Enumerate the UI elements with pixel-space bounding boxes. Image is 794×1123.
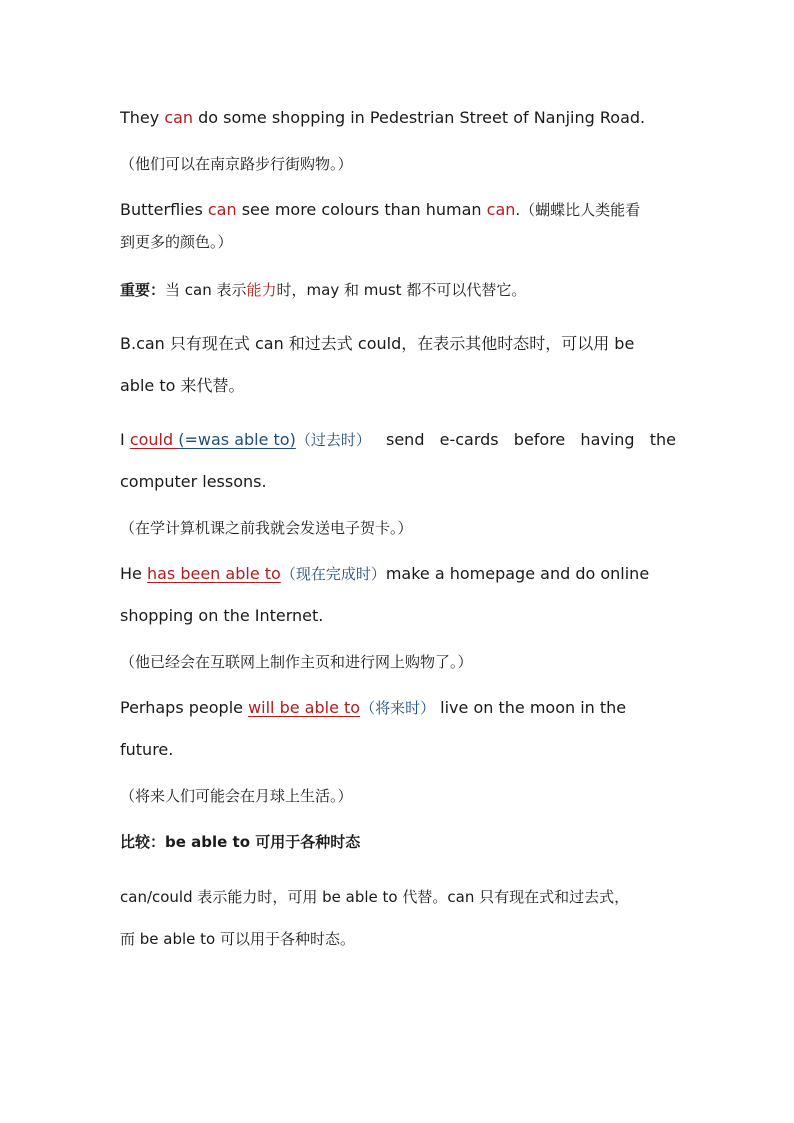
line-13: （他已经会在互联网上制作主页和进行网上购物了。） xyxy=(120,653,473,671)
text: 当 can 表示 xyxy=(165,281,247,299)
word: before xyxy=(513,430,566,449)
line-10: （在学计算机课之前我就会发送电子贺卡。） xyxy=(120,519,413,537)
line-12: shopping on the Internet. xyxy=(120,606,324,625)
line-2: （他们可以在南京路步行街购物。） xyxy=(120,155,353,173)
highlight-phrase: will be able to xyxy=(248,698,361,717)
tense-label: （将来时） xyxy=(360,699,436,717)
text: .（蝴蝶比人类能看 xyxy=(515,201,641,219)
text: They xyxy=(120,108,165,127)
text: I xyxy=(120,430,130,449)
line-8 xyxy=(120,429,676,451)
text: make a homepage and do online xyxy=(385,564,650,583)
line-4: 到更多的颜色。） xyxy=(120,233,233,251)
highlight-can: can xyxy=(164,108,194,127)
label-important: 重要： xyxy=(120,281,166,299)
line-19: 而 be able to 可以用于各种时态。 xyxy=(120,930,355,948)
line-14 xyxy=(120,697,626,719)
line-3 xyxy=(120,199,640,221)
highlight-could: could xyxy=(129,430,179,449)
line-9: computer lessons. xyxy=(120,472,267,491)
line-11 xyxy=(120,563,649,585)
highlight-can: can xyxy=(207,200,237,219)
line-16: （将来人们可能会在月球上生活。） xyxy=(120,787,353,805)
line-18: can/could 表示能力时，可用 be able to 代替。can 只有现在式和过去式， xyxy=(120,888,630,906)
word: the xyxy=(649,430,676,449)
line-17-heading: 比较：be able to 可用于各种时态 xyxy=(120,833,361,851)
tense-label: （现在完成时） xyxy=(280,565,386,583)
line-7: able to 来代替。 xyxy=(120,376,245,395)
text: see more colours than human xyxy=(236,200,487,219)
line-6: B.can 只有现在式 can 和过去式 could，在表示其他时态时，可以用 be xyxy=(120,334,635,353)
line-15: future. xyxy=(120,740,174,759)
text: Perhaps people xyxy=(120,698,249,717)
highlight-can: can xyxy=(486,200,516,219)
highlight-ability: 能力 xyxy=(246,281,277,299)
text: Butterflies xyxy=(120,200,208,219)
word: having xyxy=(580,430,635,449)
highlight-phrase: has been able to xyxy=(146,564,281,583)
text: do some shopping in Pedestrian Street of Nanjing Road. xyxy=(193,108,646,127)
word: send xyxy=(386,430,425,449)
text: 时，may 和 must 都不可以代替它。 xyxy=(276,281,527,299)
text: He xyxy=(120,564,147,583)
word: e-cards xyxy=(439,430,499,449)
tense-label: （过去时） xyxy=(295,431,371,449)
text: live on the moon in the xyxy=(435,698,627,717)
line-5 xyxy=(120,279,526,301)
highlight-equivalent: (=was able to) xyxy=(178,430,296,449)
line-1 xyxy=(120,107,645,129)
